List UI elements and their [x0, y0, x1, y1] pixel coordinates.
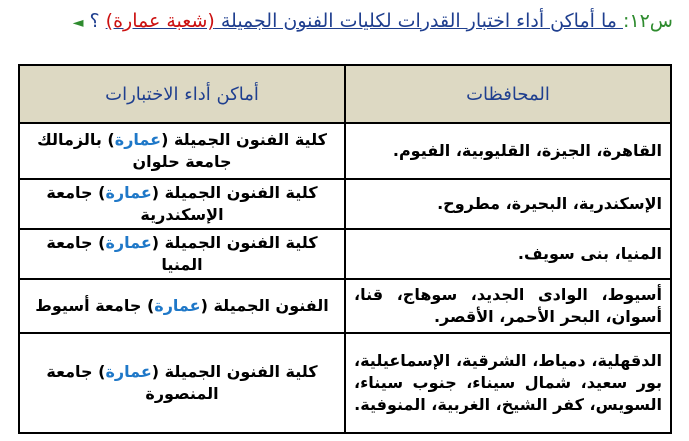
- question-mark: ؟: [89, 10, 106, 32]
- place-cell: [19, 229, 345, 279]
- place-cell: [19, 179, 345, 229]
- question-text: ما أماكن أداء اختبار القدرات لكليات الفنون الجميلة: [214, 10, 623, 32]
- place-cell: [19, 279, 345, 333]
- bullet-arrow-icon: ◄: [72, 15, 84, 31]
- governorates-cell: الإسكندرية، البحيرة، مطروح.: [345, 179, 671, 229]
- place-text: كلية الفنون الجميلة (: [161, 130, 327, 149]
- question-branch: (شعبة عمارة): [105, 10, 215, 32]
- place-text: كلية الفنون الجميلة (: [151, 183, 318, 202]
- arch-word: عمارة: [105, 233, 152, 252]
- arch-word: عمارة: [114, 130, 162, 149]
- place-text: ) بالزمالك جامعة حلوان: [37, 130, 232, 171]
- question-heading: [60, 8, 673, 36]
- place-text: كلية الفنون الجميلة (: [151, 362, 318, 381]
- place-cell: [19, 123, 345, 179]
- place-text: ) جامعة المنيا: [46, 233, 203, 274]
- place-text: الفنون الجميلة (: [200, 296, 329, 315]
- place-text: كلية الفنون الجميلة (: [151, 233, 318, 252]
- governorates-cell: المنيا، بنى سويف.: [345, 229, 671, 279]
- place-text: ) جامعة المنصورة: [46, 362, 219, 403]
- question-number: س١٢:: [622, 10, 673, 32]
- arch-word: عمارة: [154, 296, 201, 315]
- table-row: [19, 333, 671, 433]
- governorates-cell: أسيوط، الوادى الجديد، سوهاج، قنا، أسوان، البحر الأحمر، الأقصر.: [345, 279, 671, 333]
- place-text: ) جامعة الإسكندرية: [46, 183, 224, 224]
- table-row: [19, 179, 671, 229]
- governorates-cell: الدقهلية، دمياط، الشرقية، الإسماعيلية، بور سعيد، شمال سيناء، جنوب سيناء، السويس، كفر الشيخ، الغربية، المنوفية.: [345, 333, 671, 433]
- table-row: [19, 123, 671, 179]
- table-row: [19, 279, 671, 333]
- exam-locations-table: [18, 64, 672, 434]
- place-cell: [19, 333, 345, 433]
- table-row: [19, 229, 671, 279]
- arch-word: عمارة: [105, 183, 152, 202]
- table-header-row: [19, 65, 671, 123]
- governorates-cell: القاهرة، الجيزة، القليوبية، الفيوم.: [345, 123, 671, 179]
- arch-word: عمارة: [105, 362, 152, 381]
- header-places: أماكن أداء الاختبارات: [19, 65, 345, 123]
- header-governorates: المحافظات: [345, 65, 671, 123]
- place-text: ) جامعة أسيوط: [35, 296, 155, 315]
